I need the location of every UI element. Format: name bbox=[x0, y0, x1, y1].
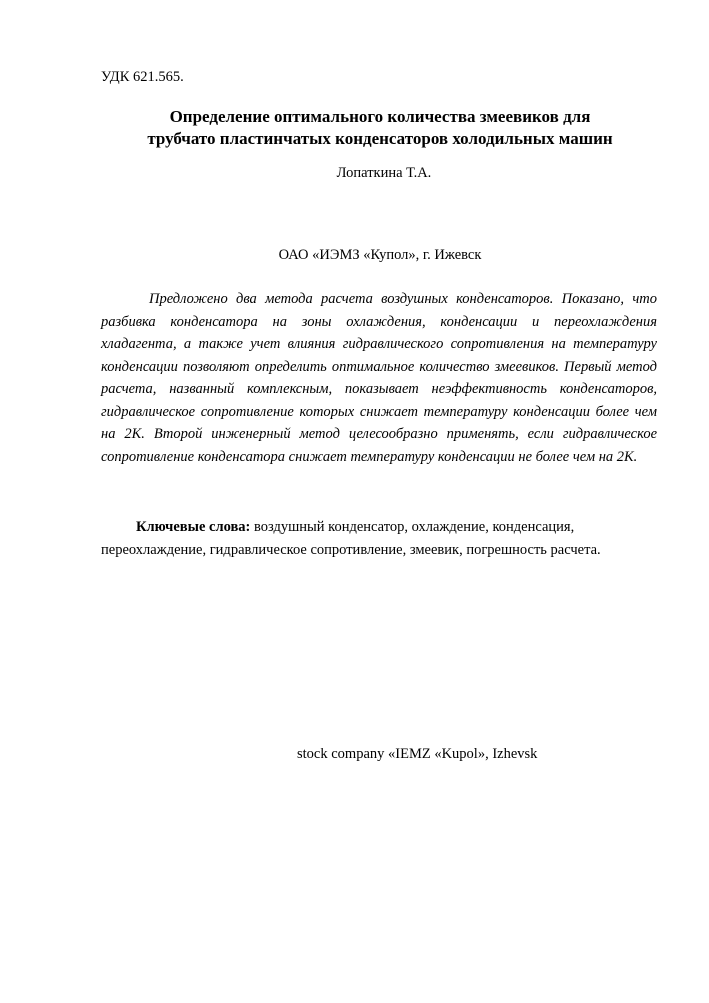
affiliation-english: stock company «IEMZ «Kupol», Izhevsk bbox=[297, 746, 538, 762]
paper-title-line-1: Определение оптимального количества змеевиков для bbox=[169, 107, 591, 126]
paper-title-line-2: трубчато пластинчатых конденсаторов холодильных машин bbox=[147, 129, 613, 148]
udc-code: УДК 621.565. bbox=[101, 69, 184, 85]
paper-title bbox=[100, 106, 660, 150]
keywords bbox=[101, 516, 661, 561]
keywords-label: Ключевые слова: bbox=[136, 519, 251, 535]
author-name: Лопаткина Т.А. bbox=[336, 165, 432, 181]
abstract: Предложено два метода расчета воздушных конденсаторов. Показано, что разбивка конденсатора на зоны охлаждения, конденсации и переохлаждения хладагента, а также учет влияния гидравлического сопротивления на температуру конденсации позволяют определить оптимальное количество змеевиков. Первый метод расчета, названный комплексным, показывает неэффективность конденсаторов, гидравлическое сопротивление которых снижает температуру конденсации более чем на 2К. Второй инженерный метод целесообразно применять, если гидравлическое сопротивление конденсатора снижает температуру конденсации не более чем на 2К. bbox=[101, 291, 657, 465]
affiliation: ОАО «ИЭМЗ «Купол», г. Ижевск bbox=[278, 247, 482, 263]
keywords-text: воздушный конденсатор, охлаждение, конденсация, переохлаждение, гидравлическое сопротивление, змеевик, погрешность расчета. bbox=[101, 519, 601, 558]
